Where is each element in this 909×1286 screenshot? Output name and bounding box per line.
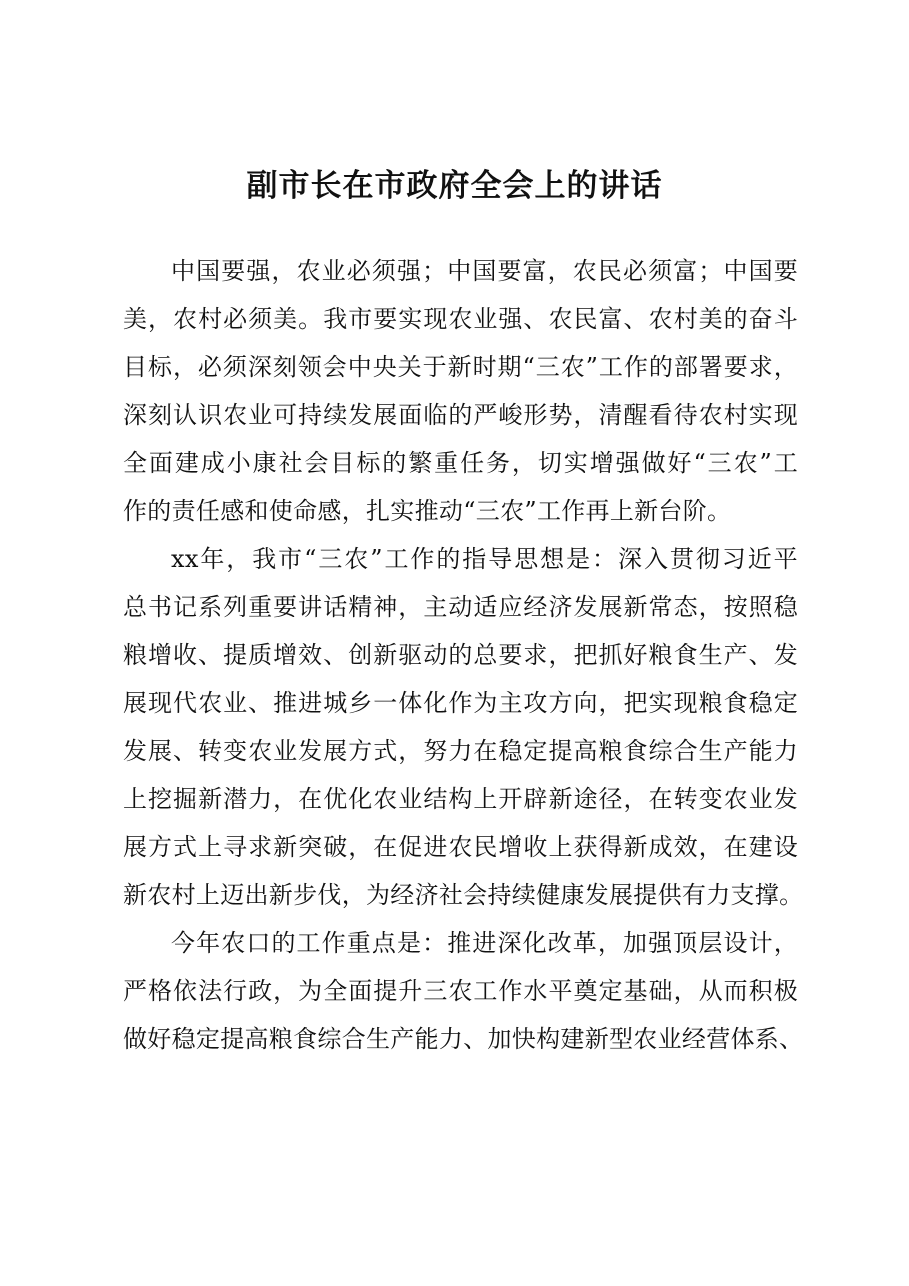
paragraph-2 — [123, 535, 804, 919]
document-body — [123, 247, 804, 1063]
paragraph-line: 粮增收、提质增效、创新驱动的总要求，把抓好粮食生产、发 — [123, 641, 798, 669]
paragraph-line: 展方式上寻求新突破，在促进农民增收上获得新成效，在建设 — [123, 833, 798, 861]
document-title: 副市长在市政府全会上的讲话 — [246, 168, 663, 204]
paragraph-line: 做好稳定提高粮食综合生产能力、加快构建新型农业经营体系、 — [123, 1025, 804, 1053]
paragraph-line: 深刻认识农业可持续发展面临的严峻形势，清醒看待农村实现 — [123, 401, 798, 429]
paragraph-line: 展现代农业、推进城乡一体化作为主攻方向，把实现粮食稳定 — [123, 689, 798, 717]
paragraph-line: 总书记系列重要讲话精神，主动适应经济发展新常态，按照稳 — [123, 593, 798, 621]
paragraph-line: xx年，我市“三农”工作的指导思想是：深入贯彻习近平 — [171, 545, 798, 573]
paragraph-1 — [123, 247, 798, 535]
paragraph-line: 上挖掘新潜力，在优化农业结构上开辟新途径，在转变农业发 — [123, 785, 798, 813]
paragraph-line: 发展、转变农业发展方式，努力在稳定提高粮食综合生产能力 — [123, 737, 798, 765]
paragraph-line: 作的责任感和使命感，扎实推动“三农”工作再上新台阶。 — [123, 497, 732, 525]
paragraph-line: 全面建成小康社会目标的繁重任务，切实增强做好“三农”工 — [123, 449, 798, 477]
paragraph-line: 新农村上迈出新步伐，为经济社会持续健康发展提供有力支撑。 — [123, 881, 804, 909]
paragraph-line: 中国要强，农业必须强；中国要富，农民必须富；中国要 — [171, 257, 798, 285]
paragraph-line: 今年农口的工作重点是：推进深化改革，加强顶层设计， — [171, 929, 798, 957]
paragraph-line: 美，农村必须美。我市要实现农业强、农民富、农村美的奋斗 — [123, 305, 798, 333]
paragraph-line: 目标，必须深刻领会中央关于新时期“三农”工作的部署要求， — [123, 353, 798, 381]
paragraph-3 — [123, 919, 804, 1063]
paragraph-line: 严格依法行政，为全面提升三农工作水平奠定基础，从而积极 — [123, 977, 798, 1005]
